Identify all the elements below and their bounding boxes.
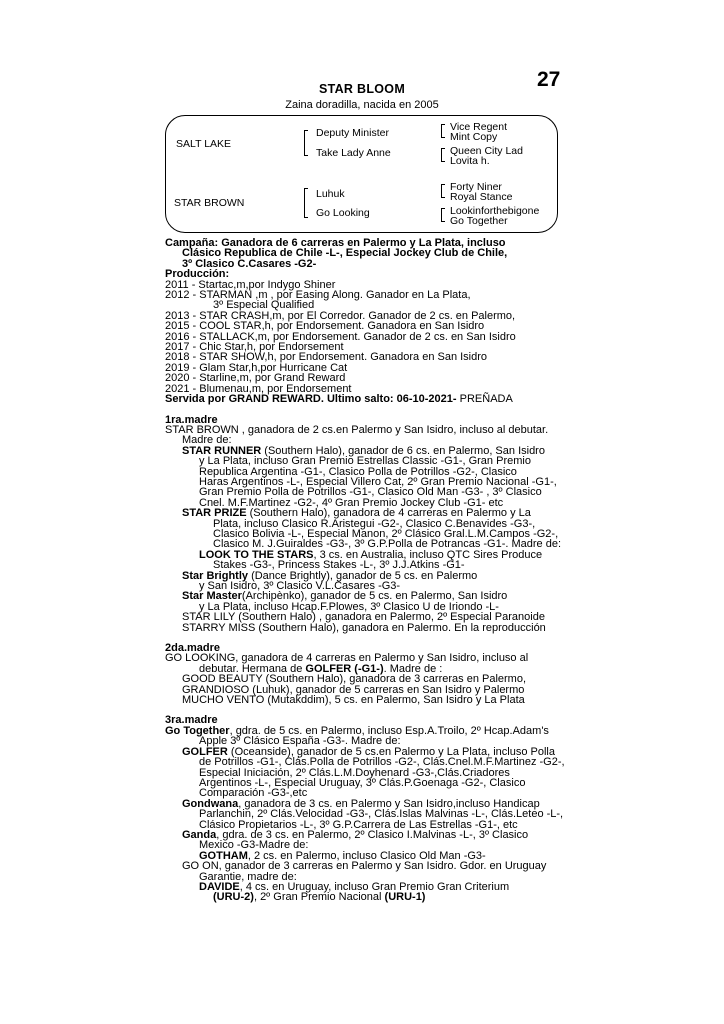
third-dam-line: Comparación -G3-,etc bbox=[199, 787, 308, 800]
second-dam-line: GRANDIOSO (Luhuk), ganador de 5 carreras en San Isidro y Palermo bbox=[182, 683, 525, 696]
horse-highlight: LOOK TO THE STARS bbox=[199, 548, 314, 561]
third-dam-line: GO ON, ganador de 3 carreras en Palermo y San Isidro. Gdor. en Uruguay bbox=[182, 860, 547, 873]
pedigree-box bbox=[165, 115, 558, 233]
pedigree-sire: SALT LAKE bbox=[176, 138, 232, 150]
bracket bbox=[441, 208, 445, 222]
production-item: 2012 - STARMAN ,m , por Easing Along. Ganador en La Plata, bbox=[165, 289, 471, 302]
second-dam-line: debutar. Hermana de GOLFER (-G1-). Madre de : bbox=[199, 662, 443, 675]
production-item: 3º Especial Qualified bbox=[213, 299, 315, 312]
third-dam-line: Apple 3º Clásico España -G3-. Madre de: bbox=[199, 735, 401, 748]
second-dam-title: 2da.madre bbox=[165, 642, 221, 655]
pedigree-g2: Mint Copy bbox=[450, 131, 498, 143]
production-item: 2018 - STAR SHOW,h, por Endorsement. Ganadora en San Isidro bbox=[165, 351, 488, 364]
first-dam-line: STARRY MISS (Southern Halo), ganadora en Palermo. En la reproducción bbox=[182, 621, 546, 634]
production-title: Producción: bbox=[165, 268, 230, 281]
production-item: 2017 - Chic Star,h, por Endorsement bbox=[165, 341, 344, 354]
lot-number: 27 bbox=[537, 68, 561, 91]
third-dam-title: 3ra.madre bbox=[165, 714, 218, 727]
production-item: 2021 - Blumenau,m, por Endorsement bbox=[165, 382, 352, 395]
campaign-line: Clásico Republica de Chile -L-, Especial Jockey Club de Chile, bbox=[182, 247, 508, 260]
pedigree-dam-sire: Luhuk bbox=[316, 188, 345, 200]
production-item: 2013 - STAR CRASH,m, por El Corredor. Ganador de 2 cs. en Palermo, bbox=[165, 309, 516, 322]
pedigree-g7: Lookinforthebigone bbox=[450, 205, 540, 217]
pedigree-g8: Go Together bbox=[450, 215, 508, 227]
first-dam-line: Madre de: bbox=[182, 434, 232, 447]
first-dam-line: Haras Argentinos -L-, Especial Villero Cat, 2º Gran Premio Nacional -G1-, bbox=[199, 475, 557, 488]
first-dam-line: Gran Premio Polla de Potrillos -G1-, Clasico Old Man -G3- , 3º Clasico bbox=[199, 486, 542, 499]
horse-highlight: STAR RUNNER bbox=[182, 444, 262, 457]
horse-highlight: STAR PRIZE bbox=[182, 507, 247, 520]
pedigree-sire-dam: Take Lady Anne bbox=[316, 147, 391, 159]
bracket bbox=[441, 184, 445, 198]
first-dam-line: Republica Argentina -G1-, Clasico Polla de Potrillos -G2-, Clasico bbox=[199, 465, 517, 478]
first-dam-line: STAR BROWN , ganadora de 2 cs.en Palermo y San Isidro, incluso al debutar. bbox=[165, 423, 549, 436]
third-dam-line: Garantie, madre de: bbox=[199, 870, 297, 883]
production-item: 2019 - Glam Star,h,por Hurricane Cat bbox=[165, 361, 348, 374]
third-dam-line: GOTHAM, 2 cs. en Palermo, incluso Clasico Old Man -G3- bbox=[199, 849, 486, 862]
first-dam-title: 1ra.madre bbox=[165, 413, 218, 426]
service-status: PREÑADA bbox=[456, 393, 513, 406]
bracket bbox=[304, 130, 308, 156]
third-dam-line: Mexico -G3-Madre de: bbox=[199, 839, 309, 852]
first-dam-line: STAR LILY (Southern Halo) , ganadora en Palermo, 2º Especial Paranoide bbox=[182, 611, 545, 624]
pedigree-g6: Royal Stance bbox=[450, 191, 513, 203]
campaign-line: 3º Clasico C.Casares -G2- bbox=[182, 257, 317, 270]
pedigree-g5: Forty Niner bbox=[450, 181, 502, 193]
production-item: 2016 - STALLACK,m, por Endorsement. Ganador de 2 cs. en San Isidro bbox=[165, 330, 516, 343]
bracket bbox=[304, 188, 308, 218]
pedigree-sire-sire: Deputy Minister bbox=[316, 127, 389, 139]
production-item: 2020 - Starline,m, por Grand Reward bbox=[165, 372, 346, 385]
third-dam-line: Clásico Propietarios -L-, 3º G.P.Carrera de Las Estrellas -G1-, etc bbox=[199, 818, 518, 831]
pedigree-dam: STAR BROWN bbox=[174, 197, 245, 209]
first-dam-line: y La Plata, incluso Hcap.F.Plowes, 3º Clasico U de Iriondo -L- bbox=[199, 600, 499, 613]
third-dam-line: Ganda, gdra. de 3 cs. en Palermo, 2º Clasico I.Malvinas -L-, 3º Clasico bbox=[182, 828, 529, 841]
first-dam-line: y La Plata, incluso Gran Premio Estrellas Classic -G1-, Gran Premio bbox=[199, 455, 531, 468]
catalog-body bbox=[165, 238, 575, 903]
campaign-line: Campaña: Ganadora de 6 carreras en Palermo y La Plata, incluso bbox=[165, 237, 506, 249]
third-dam-line: Go Together, gdra. de 5 cs. en Palermo, incluso Esp.A.Troilo, 2º Hcap.Adam's bbox=[165, 724, 549, 737]
first-dam-line: Clasico Bolivia -L-, Especial Manon, 2º Clásico Gral.L.M.Campos -G2-, bbox=[213, 527, 559, 540]
third-dam-line: GOLFER (Oceanside), ganador de 5 cs.en Palermo y La Plata, incluso Polla bbox=[182, 745, 555, 758]
production-item: 2011 - Startac,m,por Indygo Shiner bbox=[165, 278, 336, 291]
first-dam-line: Plata, incluso Clasico R.Aristegui -G2-, Clasico C.Benavides -G3-, bbox=[213, 517, 536, 530]
first-dam-line: LOOK TO THE STARS, 3 cs. en Australia, incluso QTC Sires Produce bbox=[199, 548, 543, 561]
first-dam-line: Clasico M. J.Guiraldes -G3-, 3º G.P.Polla de Potrancas -G1-. Madre de: bbox=[213, 538, 562, 551]
third-dam-line: (URU-2), 2º Gran Premio Nacional (URU-1) bbox=[213, 891, 426, 904]
first-dam-line: y San Isidro, 3º Clasico V.L.Casares -G3- bbox=[199, 580, 401, 592]
second-dam-line: GO LOOKING, ganadora de 4 carreras en Palermo y San Isidro, incluso al bbox=[165, 652, 529, 665]
production-item: 2015 - COOL STAR,h, por Endorsement. Ganadora en San Isidro bbox=[165, 320, 485, 333]
pedigree-g3: Queen City Lad bbox=[450, 145, 523, 157]
third-dam-line: Parlanchin, 2º Clás.Velocidad -G3-, Clás.Islas Malvinas -L-, Clás.Leteo -L-, bbox=[199, 808, 564, 821]
first-dam-line: Star Brightly (Dance Brightly), ganador de 5 cs. en Palermo bbox=[182, 569, 478, 582]
third-dam-line: Gondwana, ganadora de 3 cs. en Palermo y San Isidro,incluso Handicap bbox=[182, 797, 540, 810]
third-dam-line: Argentinos -L-, Especial Uruguay, 3º Clás.P.Goenaga -G2-, Clasico bbox=[199, 776, 526, 789]
horse-highlight: Star Master bbox=[182, 590, 242, 603]
bracket bbox=[441, 148, 445, 162]
horse-highlight: Star Brightly bbox=[182, 569, 249, 582]
bracket bbox=[441, 124, 445, 138]
service-text: Servida por GRAND REWARD. Ultimo salto: 06-10-2021- bbox=[165, 393, 457, 406]
first-dam-line: STAR RUNNER (Southern Halo), ganador de 6 cs. en Palermo, San Isidro bbox=[182, 444, 545, 457]
first-dam-line: Cnel. M.F.Martinez -G2-, 4º Gran Premio Jockey Club -G1- etc bbox=[199, 496, 504, 509]
horse-name: STAR BLOOM bbox=[318, 82, 406, 96]
horse-description: Zaina doradilla, nacida en 2005 bbox=[285, 99, 439, 111]
pedigree-g1: Vice Regent bbox=[450, 121, 508, 133]
service-line bbox=[165, 394, 575, 404]
third-dam-line: Especial Iniciación, 2º Clás.L.M.Doyhenard -G3-,Clás.Criadores bbox=[199, 766, 510, 779]
third-dam-line: de Potrillos -G1-, Clás.Polla de Potrillos -G2-, Clás.Cnel.M.F.Martinez -G2-, bbox=[199, 756, 565, 769]
third-dam-line: DAVIDE, 4 cs. en Uruguay, incluso Gran Premio Gran Criterium bbox=[199, 880, 510, 893]
pedigree-g4: Lovita h. bbox=[450, 155, 490, 167]
first-dam-line: Star Master(Archipènko), ganador de 5 cs. en Palermo, San Isidro bbox=[182, 590, 508, 603]
second-dam-line: MUCHO VENTO (Mutakddim), 5 cs. en Palermo, San Isidro y La Plata bbox=[182, 694, 525, 707]
first-dam-line: STAR PRIZE (Southern Halo), ganadora de 4 carreras en Palermo y La bbox=[182, 507, 531, 520]
first-dam-line: Stakes -G3-, Princess Stakes -L-, 3º J.J.Atkins -G1- bbox=[213, 559, 465, 572]
second-dam-line: GOOD BEAUTY (Southern Halo), ganadora de 3 carreras en Palermo, bbox=[182, 673, 527, 686]
pedigree-dam-dam: Go Looking bbox=[316, 207, 370, 219]
